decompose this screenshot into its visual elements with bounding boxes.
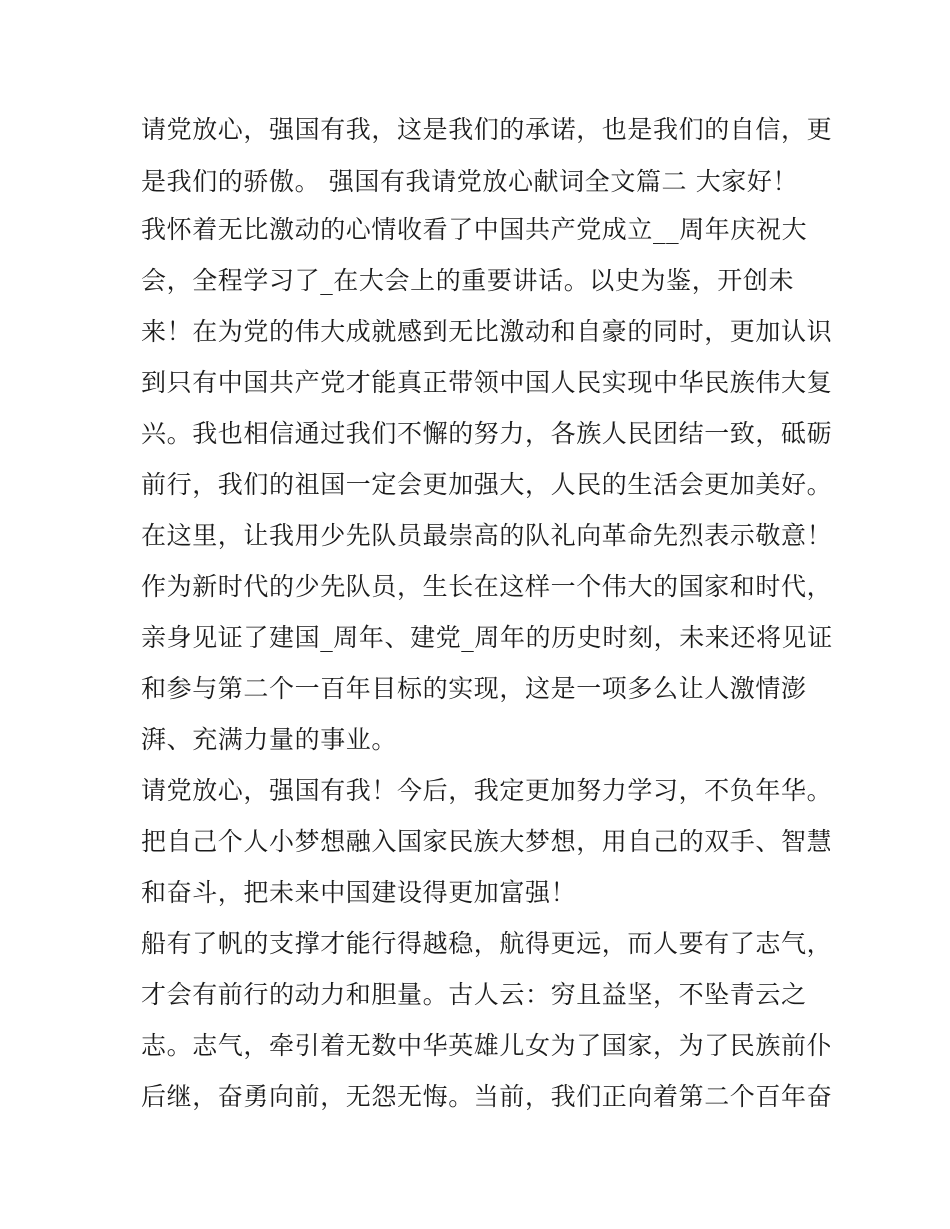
text-line: 兴。我也相信通过我们不懈的努力，各族人民团结一致，砥砺 [141,419,833,448]
text-line: 我怀着无比激动的心情收看了中国共产党成立__周年庆祝大 [141,215,808,244]
text-line: 作为新时代的少先队员，生长在这样一个伟大的国家和时代， [141,572,833,601]
text-line: 前行，我们的祖国一定会更加强大，人民的生活会更加美好。 [141,470,833,499]
text-line: 请党放心，强国有我，这是我们的承诺，也是我们的自信，更 [141,115,833,144]
text-line: 湃、充满力量的事业。 [141,725,398,754]
text-line: 后继，奋勇向前，无怨无悔。当前，我们正向着第二个百年奋 [141,1082,833,1111]
text-line: 在这里，让我用少先队员最崇高的队礼向革命先烈表示敬意！ [141,521,833,550]
text-line: 把自己个人小梦想融入国家民族大梦想，用自己的双手、智慧 [141,827,833,856]
text-line: 到只有中国共产党才能真正带领中国人民实现中华民族伟大复 [141,368,833,397]
text-line: 请党放心，强国有我！今后，我定更加努力学习，不负年华。 [141,776,833,805]
text-line: 和奋斗，把未来中国建设得更加富强！ [141,878,577,907]
text-line: 才会有前行的动力和胆量。古人云：穷且益坚，不坠青云之 [141,980,807,1009]
text-line: 和参与第二个一百年目标的实现，这是一项多么让人激情澎 [141,674,807,703]
text-line: 亲身见证了建国_周年、建党_周年的历史时刻，未来还将见证 [141,623,833,652]
text-line: 是我们的骄傲。 强国有我请党放心献词全文篇二 大家好！ [141,167,799,196]
text-line: 船有了帆的支撑才能行得越稳，航得更远，而人要有了志气， [141,929,833,958]
text-line: 来！在为党的伟大成就感到无比激动和自豪的同时，更加认识 [141,317,833,346]
text-line: 志。志气，牵引着无数中华英雄儿女为了国家，为了民族前仆 [141,1031,833,1060]
text-line: 会，全程学习了_在大会上的重要讲话。以史为鉴，开创未 [141,266,795,295]
